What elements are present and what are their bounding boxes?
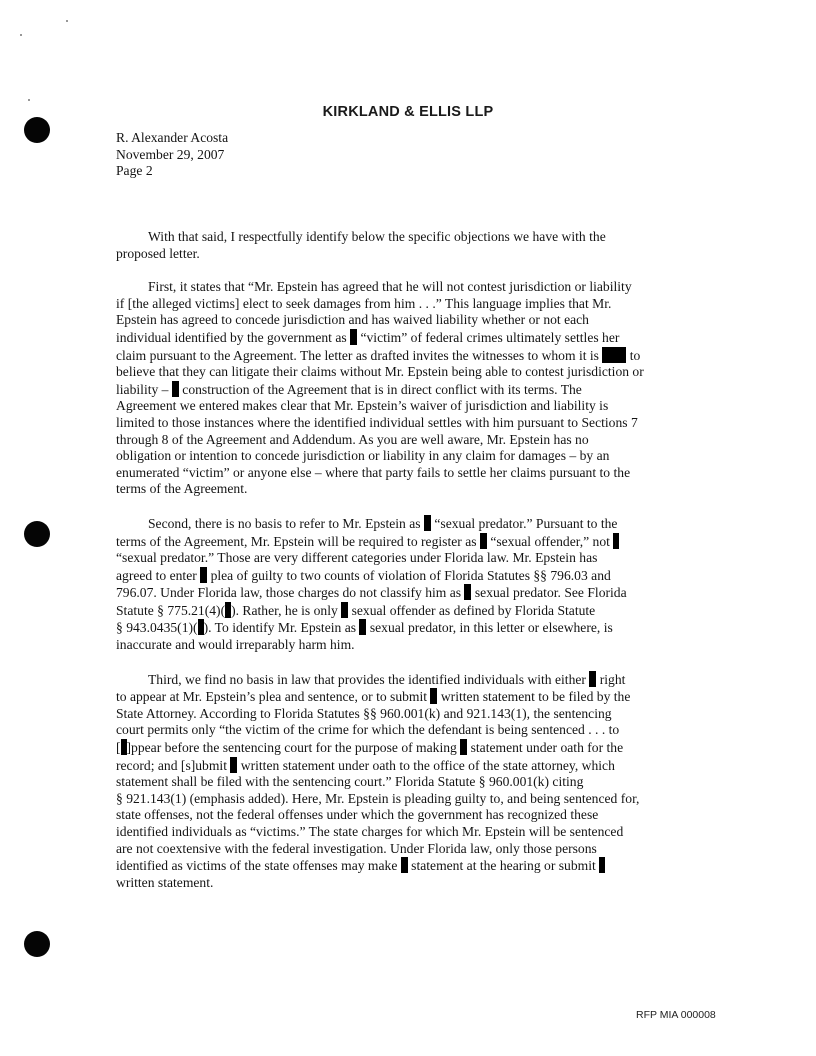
text-segment: terms of the Agreement, Mr. Epstein will be required to register as (116, 533, 480, 549)
text-segment: ). Rather, he is only (231, 602, 342, 618)
text-line: Epstein has agreed to concede jurisdiction and has waived liability whether or not each (116, 312, 589, 328)
text-line: if [the alleged victims] elect to seek damages from him . . .” This language implies that Mr. (116, 295, 612, 311)
punch-hole (24, 521, 50, 547)
text-line: Agreement we entered makes clear that Mr. Epstein’s waiver of jurisdiction and liability is (116, 398, 609, 414)
text-segment: [ (116, 740, 121, 756)
paragraph-intro (116, 229, 676, 262)
text-segment: agreed to enter (116, 567, 201, 583)
text-segment: Third, we find no basis in law that provides the identified individuals with either (148, 671, 590, 687)
text-line (116, 619, 676, 637)
bates-number: RFP MIA 000008 (636, 1009, 716, 1021)
letter-body (116, 229, 676, 908)
text-segment: individual identified by the government as (116, 329, 351, 345)
text-segment: liability – (116, 381, 172, 397)
redaction-bar (350, 329, 357, 345)
text-line: inaccurate and would irreparably harm him. (116, 637, 355, 653)
text-segment: right (596, 671, 626, 687)
text-segment: Statute § 775.21(4)( (116, 602, 226, 618)
text-segment: “sexual predator.” Pursuant to the (430, 515, 618, 531)
text-segment: “sexual offender,” not (486, 533, 614, 549)
text-line: state offenses, not the federal offenses under which the government has recognized these (116, 807, 599, 823)
scan-speck (66, 20, 68, 22)
text-line (116, 739, 676, 757)
letterhead-firm-name: KIRKLAND & ELLIS LLP (322, 104, 494, 120)
punch-hole (24, 117, 50, 143)
redaction-bar (401, 857, 408, 873)
letter-header (116, 130, 228, 180)
text-line: written statement. (116, 874, 214, 890)
text-segment: written statement to be filed by the (437, 689, 631, 705)
text-line: proposed letter. (116, 245, 200, 261)
text-line: obligation or intention to concede jurisdiction or liability in any claim for damages – by an (116, 448, 610, 464)
text-line (116, 602, 676, 620)
text-line (116, 688, 676, 706)
text-segment: statement under oath for the (467, 740, 624, 756)
text-line: are not coextensive with the federal investigation. Under Florida law, only those persons (116, 840, 597, 856)
text-line: court permits only “the victim of the crime for which the defendant is being sentenced . . . to (116, 722, 620, 738)
text-line: With that said, I respectfully identify below the specific objections we have with the (148, 229, 606, 244)
text-segment: sexual predator. See Florida (471, 585, 627, 601)
text-segment: to appear at Mr. Epstein’s plea and sentence, or to submit (116, 689, 431, 705)
text-line (116, 515, 676, 533)
text-segment: § 943.0435(1)( (116, 620, 198, 636)
text-segment: plea of guilty to two counts of violation of Florida Statutes §§ 796.03 and (207, 567, 611, 583)
redaction-bar (172, 381, 179, 397)
paragraph-third-objection (116, 671, 676, 892)
text-segment: “victim” of federal crimes ultimately settles her (357, 329, 620, 345)
text-segment: ). To identify Mr. Epstein as (203, 620, 360, 636)
text-segment: sexual offender as defined by Florida Statute (348, 602, 596, 618)
redaction-bar (599, 857, 605, 873)
text-segment: identified as victims of the state offenses may make (116, 858, 401, 874)
punch-hole (24, 931, 50, 957)
text-line (116, 671, 676, 689)
redaction-bar (602, 347, 626, 363)
text-line: terms of the Agreement. (116, 481, 248, 497)
text-segment: construction of the Agreement that is in direct conflict with its terms. The (178, 381, 582, 397)
text-segment: to (626, 347, 641, 363)
text-segment: 796.07. Under Florida law, those charges do not classify him as (116, 585, 465, 601)
text-segment: sexual predator, in this letter or elsewhere, is (366, 620, 613, 636)
text-segment: statement at the hearing or submit (407, 858, 600, 874)
text-line: “sexual predator.” Those are very different categories under Florida law. Mr. Epstein has (116, 550, 598, 566)
text-line: § 921.143(1) (emphasis added). Here, Mr. Epstein is pleading guilty to, and being sentenced for, (116, 790, 640, 806)
text-line: State Attorney. According to Florida Statutes §§ 960.001(k) and 921.143(1), the sentencing (116, 705, 612, 721)
text-line (116, 757, 676, 775)
text-line (116, 567, 676, 585)
text-line: through 8 of the Agreement and Addendum. As you are well aware, Mr. Epstein has no (116, 431, 589, 447)
text-line: First, it states that “Mr. Epstein has agreed that he will not contest jurisdiction or liability (148, 279, 632, 295)
letter-date: November 29, 2007 (116, 146, 225, 162)
text-line (116, 584, 676, 602)
text-line (116, 533, 676, 551)
redaction-bar (480, 533, 487, 549)
text-segment: record; and [s]ubmit (116, 757, 231, 773)
page-number: Page 2 (116, 163, 153, 178)
text-line: statement shall be filed with the sentencing court.” Florida Statute § 960.001(k) citing (116, 774, 584, 790)
text-segment: ]ppear before the sentencing court for the purpose of making (126, 740, 461, 756)
text-segment: Second, there is no basis to refer to Mr. Epstein as (148, 515, 424, 531)
redaction-bar (424, 515, 431, 531)
text-segment: claim pursuant to the Agreement. The letter as drafted invites the witnesses to whom it is (116, 347, 603, 363)
text-line: identified individuals as “victims.” The state charges for which Mr. Epstein will be sentenced (116, 824, 624, 839)
text-line: believe that they can litigate their claims without Mr. Epstein being able to contest jurisdiction or (116, 364, 644, 380)
text-line (116, 347, 676, 365)
scan-speck (20, 34, 22, 36)
text-segment: written statement under oath to the office of the state attorney, which (237, 757, 615, 773)
text-line: limited to those instances where the identified individual settles with him pursuant to Sections 7 (116, 414, 638, 430)
text-line: enumerated “victim” or anyone else – where that party fails to settle her claims pursuant to the (116, 464, 631, 480)
text-line (116, 381, 676, 399)
redaction-bar (613, 533, 619, 549)
paragraph-second-objection (116, 515, 676, 654)
text-line (116, 329, 676, 347)
paragraph-first-objection (116, 279, 676, 498)
recipient-name: R. Alexander Acosta (116, 130, 229, 145)
text-line (116, 857, 676, 875)
scan-speck (28, 99, 30, 101)
